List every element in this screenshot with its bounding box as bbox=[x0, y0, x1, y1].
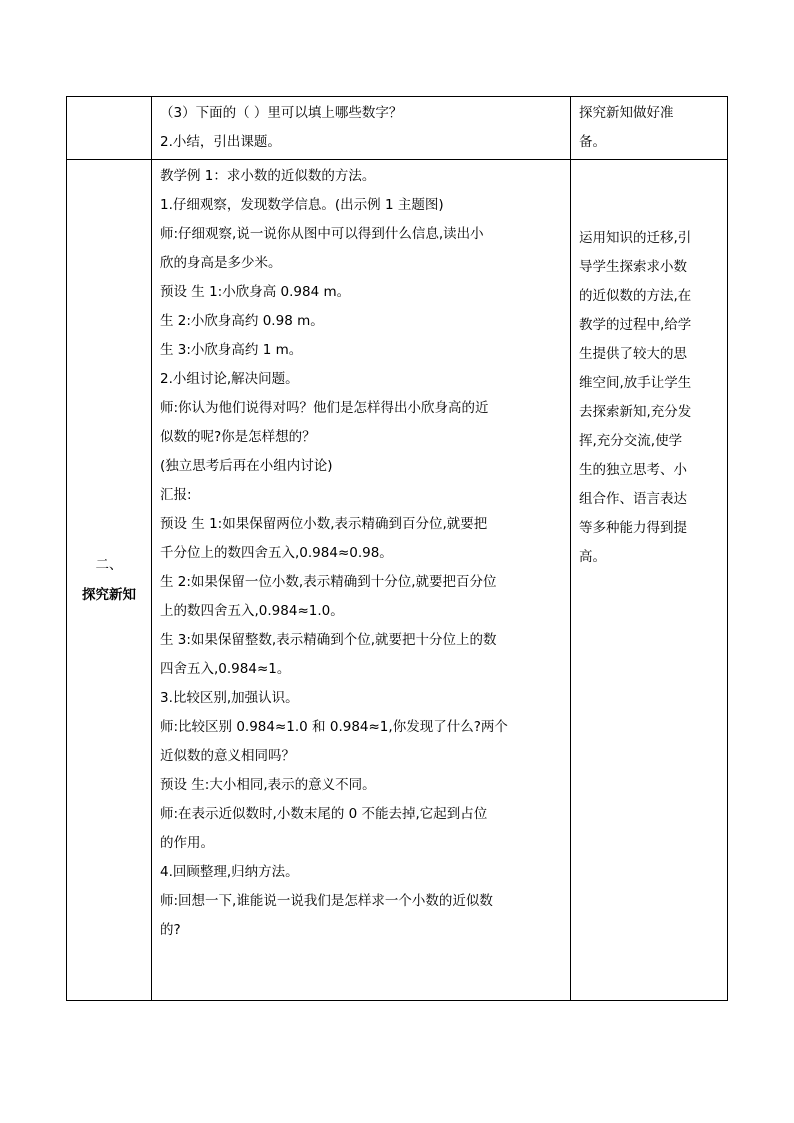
content-lines bbox=[152, 160, 570, 945]
content-line: 生 2:小欣身高约 0.98 m。 bbox=[160, 313, 324, 329]
table-row bbox=[67, 160, 728, 1001]
content-line: 上的数四舍五入,0.984≈1.0。 bbox=[160, 603, 344, 619]
content-cell bbox=[152, 160, 571, 1001]
design-note-line: 的近似数的方法,在 bbox=[579, 288, 692, 304]
design-note-line: 挥,充分交流,使学 bbox=[579, 433, 683, 449]
stage-number: 二、 bbox=[95, 557, 123, 573]
design-note-line: 生的独立思考、小 bbox=[579, 462, 687, 478]
content-line: 师:回想一下,谁能说一说我们是怎样求一个小数的近似数 bbox=[160, 893, 493, 909]
stage-cell-empty bbox=[67, 97, 152, 160]
content-line: 预设 生:大小相同,表示的意义不同。 bbox=[160, 777, 376, 793]
design-note-line: 去探索新知,充分发 bbox=[579, 404, 692, 420]
content-line: 师:比较区别 0.984≈1.0 和 0.984≈1,你发现了什么?两个 bbox=[160, 719, 508, 735]
design-note-lines bbox=[571, 97, 727, 157]
content-line: (独立思考后再在小组内讨论) bbox=[160, 458, 333, 474]
design-note-line: 运用知识的迁移,引 bbox=[579, 230, 692, 246]
content-line: 师:仔细观察,说一说你从图中可以得到什么信息,读出小 bbox=[160, 226, 484, 242]
content-line: 师:你认为他们说得对吗？他们是怎样得出小欣身高的近 bbox=[160, 400, 489, 416]
content-line: 的作用。 bbox=[160, 835, 214, 851]
content-line: 1.仔细观察，发现数学信息。(出示例 1 主题图) bbox=[160, 197, 444, 213]
lesson-plan-table bbox=[66, 96, 728, 1001]
content-line: 似数的呢?你是怎样想的？ bbox=[160, 429, 316, 445]
design-note-line: 组合作、语言表达 bbox=[579, 491, 687, 507]
content-cell bbox=[152, 97, 571, 160]
content-line: 2.小结，引出课题。 bbox=[160, 134, 281, 150]
content-line: 4.回顾整理,归纳方法。 bbox=[160, 864, 299, 880]
design-note-line: 维空间,放手让学生 bbox=[579, 375, 692, 391]
content-line: 生 3:如果保留整数,表示精确到个位,就要把十分位上的数 bbox=[160, 632, 497, 648]
content-line: 生 2:如果保留一位小数,表示精确到十分位,就要把百分位 bbox=[160, 574, 497, 590]
design-note-cell bbox=[571, 97, 728, 160]
design-note-cell bbox=[571, 160, 728, 1001]
stage-cell bbox=[67, 160, 152, 1001]
content-line: 2.小组讨论,解决问题。 bbox=[160, 371, 299, 387]
content-line: 生 3:小欣身高约 1 m。 bbox=[160, 342, 303, 358]
content-line: 欣的身高是多少米。 bbox=[160, 255, 282, 271]
content-line: 师:在表示近似数时,小数末尾的 0 不能去掉,它起到占位 bbox=[160, 806, 488, 822]
design-note-line: 生提供了较大的思 bbox=[579, 346, 687, 362]
content-line: 近似数的意义相同吗？ bbox=[160, 748, 295, 764]
content-line: 四舍五入,0.984≈1。 bbox=[160, 661, 291, 677]
content-line: 千分位上的数四舍五入,0.984≈0.98。 bbox=[160, 545, 393, 561]
design-note-lines bbox=[571, 160, 727, 572]
content-line: 预设 生 1:小欣身高 0.984 m。 bbox=[160, 284, 351, 300]
content-line: 汇报: bbox=[160, 487, 192, 503]
content-line: 预设 生 1:如果保留两位小数,表示精确到百分位,就要把 bbox=[160, 516, 488, 532]
design-note-line: 教学的过程中,给学 bbox=[579, 317, 692, 333]
stage-name: 探究新知 bbox=[82, 587, 136, 603]
table-row bbox=[67, 97, 728, 160]
design-note-line: 探究新知做好准 bbox=[579, 105, 674, 121]
content-line: 的? bbox=[160, 922, 181, 938]
design-note-line: 备。 bbox=[579, 134, 606, 150]
content-line: 3.比较区别,加强认识。 bbox=[160, 690, 299, 706]
content-line: （3）下面的（ ）里可以填上哪些数字？ bbox=[160, 105, 403, 121]
design-note-line: 导学生探索求小数 bbox=[579, 259, 687, 275]
design-note-line: 高。 bbox=[579, 549, 606, 565]
content-lines bbox=[152, 97, 570, 157]
design-note-line: 等多种能力得到提 bbox=[579, 520, 687, 536]
content-line: 教学例 1：求小数的近似数的方法。 bbox=[160, 168, 376, 184]
